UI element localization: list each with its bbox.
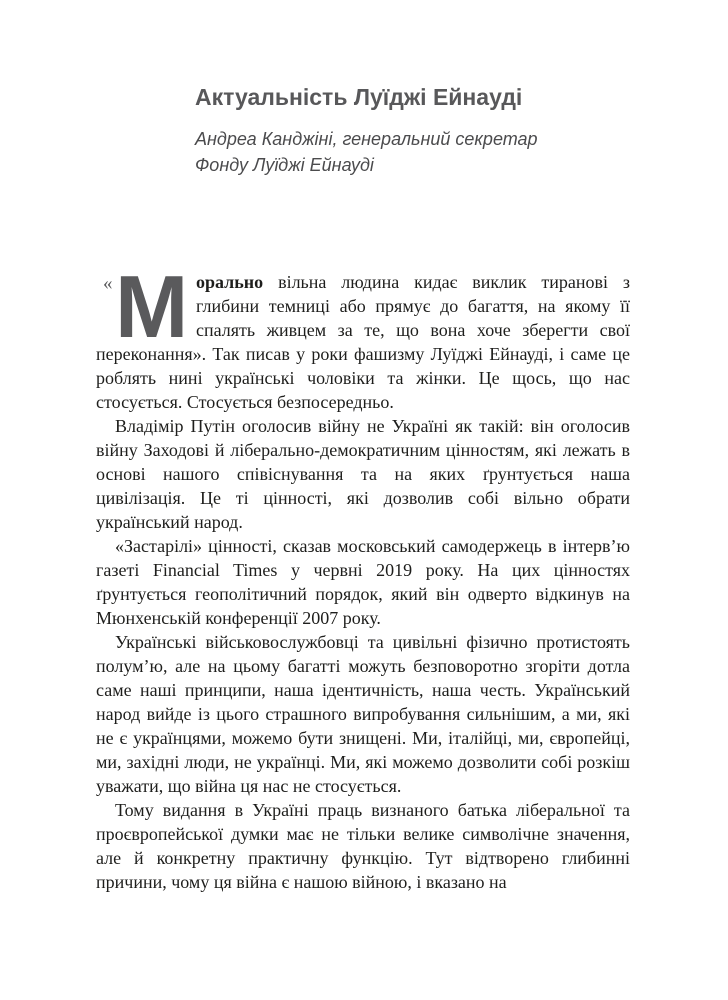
bold-lead-word: орально: [196, 272, 264, 292]
paragraph-1: [96, 257, 630, 414]
paragraph-4: Українські військовослужбовці та цивільні фізично протистоять полум’ю, але на цьому багатті можуть безповоротно згоріти дотла саме наші принципи, наша ідентичність, наша честь. Український народ вийде із цього страшного випробування сильнішим, а ми, які не є українцями, можемо бути знищені. Ми, італійці, ми, європейці, ми, західні люди, не українці. Ми, які можемо дозволити собі розкіш уважати, що війна ця нас не стосується.: [96, 632, 630, 796]
paragraph-5: Тому видання в Україні праць визнаного батька ліберальної та проєвропейської думки має не тільки велике символічне значення, але й конкретну практичну функцію. Тут відтворено глибинні причини, чому ця війна є нашою війною, і вказано на: [96, 800, 630, 892]
byline-line-1: Андреа Канджіні, генеральний секретар: [195, 129, 538, 149]
drop-cap: [96, 257, 196, 356]
paragraph-2: Владімір Путін оголосив війну не Україні як такій: він оголосив війну Заходові й ліберально-демократичним цінностям, які лежать в основі нашого співіснування та на яких ґрунтується наша цивілізація. Це ті цінності, які дозволив собі вільно обрати український народ.: [96, 416, 630, 532]
page-header: [195, 84, 635, 178]
paragraph-1-text: вільна людина кидає виклик тиранові з глибини темниці або прямує до багаття, на якому її спалять живцем за те, що вона хоче зберегти свої переконання». Так писав у роки фашизму Луїджі Ейнауді, і саме це роблять нині українські чоловіки та жінки. Це щось, що нас стосується. Стосується безпосередньо.: [96, 272, 630, 412]
byline: [195, 126, 635, 178]
page-title: Актуальність Луїджі Ейнауді: [195, 84, 523, 110]
paragraph-3: «Застарілі» цінності, сказав московський самодержець в інтерв’ю газеті Financial Times у червні 2019 року. На цих цінностях ґрунтується геополітичний порядок, який він одверто відкинув на Мюнхенській конференції 2007 року.: [96, 536, 630, 628]
body-text: [96, 257, 630, 894]
byline-line-2: Фонду Луїджі Ейнауді: [195, 155, 374, 175]
opening-quote-mark: «: [103, 273, 113, 294]
drop-cap-letter-m: М: [115, 257, 189, 356]
